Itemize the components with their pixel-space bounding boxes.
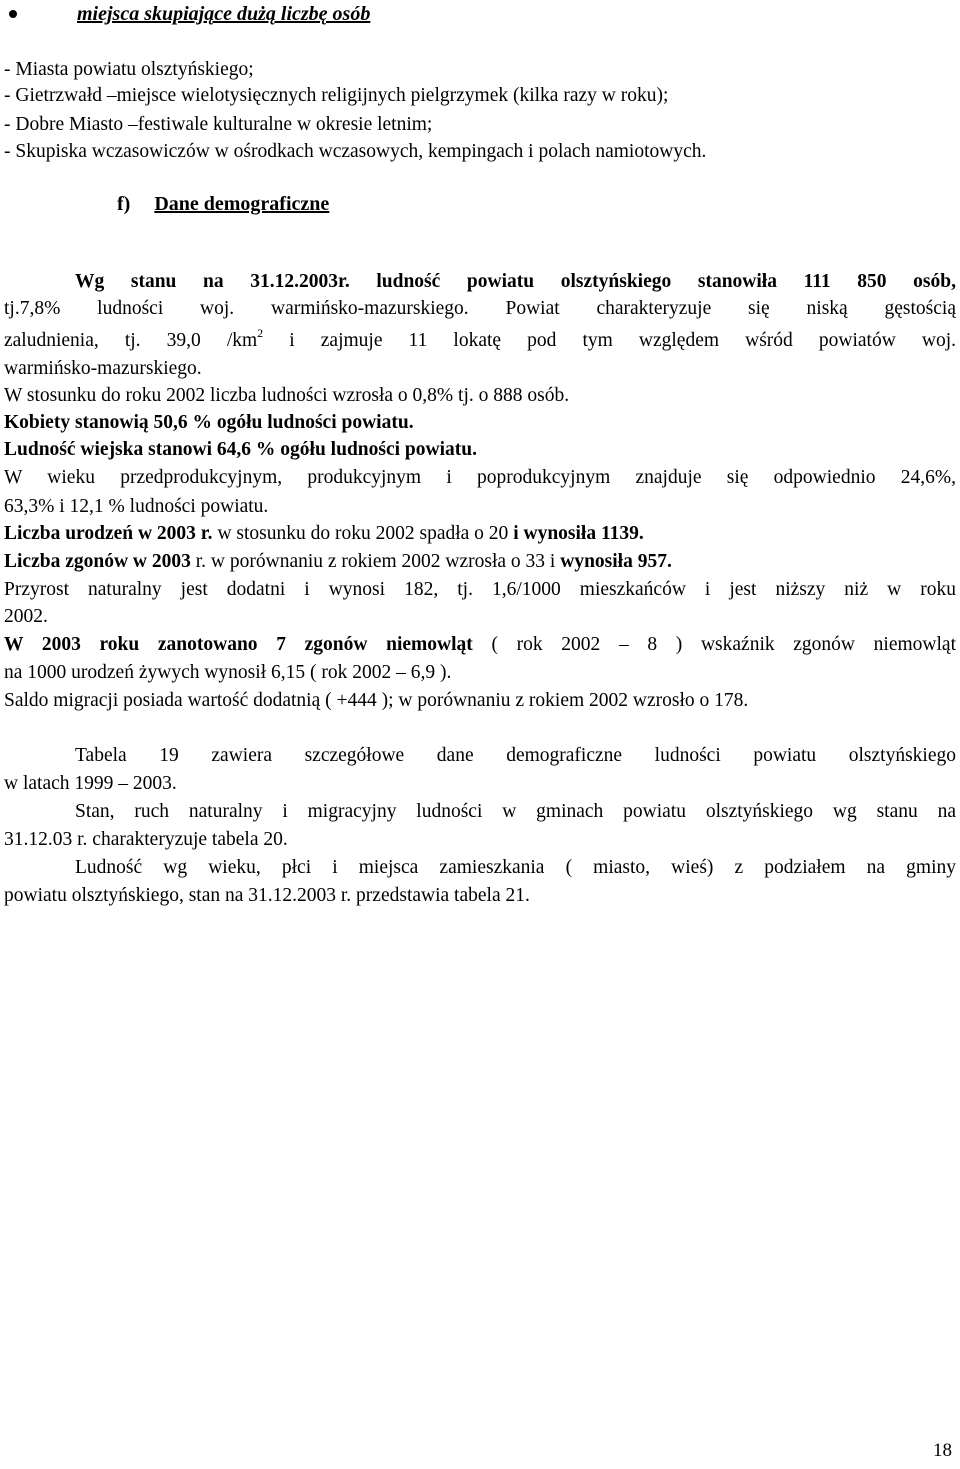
table-ref-line: 31.12.03 r. charakteryzuje tabela 20.: [4, 829, 288, 850]
section-heading: miejsca skupiające dużą liczbę osób: [77, 3, 371, 25]
demographics-line: [4, 326, 956, 354]
subsection-title: Dane demograficzne: [154, 193, 330, 215]
superscript: 2: [257, 326, 264, 340]
demographics-line: Ludność wiejska stanowi 64,6 % ogółu ludności powiatu.: [4, 439, 477, 460]
deaths-text: r. w porównaniu z rokiem 2002 wzrosła o 33 i: [190, 551, 561, 572]
demographics-line: [4, 550, 672, 574]
subsection-heading: [117, 192, 329, 216]
list-item: - Miasta powiatu olsztyńskiego;: [4, 59, 254, 80]
demographics-line: W wieku przedprodukcyjnym, produkcyjnym i poprodukcyjnym znajduje się odpowiednio 24,6%,: [4, 467, 956, 488]
density-text: zaludnienia, tj. 39,0 /km: [4, 330, 258, 351]
demographics-line: W stosunku do roku 2002 liczba ludności wzrosła o 0,8% tj. o 888 osób.: [4, 385, 570, 406]
demographics-line: [4, 633, 956, 657]
demographics-line: 63,3% i 12,1 % ludności powiatu.: [4, 496, 269, 517]
table-ref-line: powiatu olsztyńskiego, stan na 31.12.2003 r. przedstawia tabela 21.: [4, 885, 530, 906]
table-ref-line: Ludność wg wieku, płci i miejsca zamieszkania ( miasto, wieś) z podziałem na gminy: [75, 857, 956, 878]
page-number: 18: [933, 1440, 952, 1461]
rank-text: i zajmuje 11 lokatę pod tym względem wśród powiatów woj.: [263, 330, 956, 351]
bullet-icon: [9, 10, 17, 18]
demographics-line: warmińsko-mazurskiego.: [4, 358, 202, 379]
infant-deaths-label: W 2003 roku zanotowano 7 zgonów niemowląt: [4, 634, 473, 655]
demographics-line: na 1000 urodzeń żywych wynosił 6,15 ( rok 2002 – 6,9 ).: [4, 662, 452, 683]
demographics-line: Kobiety stanowią 50,6 % ogółu ludności powiatu.: [4, 412, 414, 433]
list-item: - Skupiska wczasowiczów w ośrodkach wczasowych, kempingach i polach namiotowych.: [4, 141, 707, 162]
deaths-label: Liczba zgonów w 2003: [4, 551, 191, 572]
table-ref-line: w latach 1999 – 2003.: [4, 773, 177, 794]
list-item: - Dobre Miasto –festiwale kulturalne w okresie letnim;: [4, 114, 433, 135]
births-label: Liczba urodzeń w 2003 r.: [4, 523, 213, 544]
births-value: i wynosiła 1139.: [513, 523, 644, 544]
demographics-line: 2002.: [4, 606, 48, 627]
demographics-line: Wg stanu na 31.12.2003r. ludność powiatu olsztyńskiego stanowiła 111 850 osób,: [75, 271, 956, 292]
demographics-line: Saldo migracji posiada wartość dodatnią ( +444 ); w porównaniu z rokiem 2002 wzrosło o 178.: [4, 690, 749, 711]
demographics-line: [4, 522, 644, 546]
deaths-value: wynosiła 957.: [560, 551, 672, 572]
demographics-line: Przyrost naturalny jest dodatni i wynosi 182, tj. 1,6/1000 mieszkańców i jest niższy niż w roku: [4, 579, 956, 600]
table-ref-line: Tabela 19 zawiera szczegółowe dane demograficzne ludności powiatu olsztyńskiego: [75, 745, 956, 766]
list-item: - Gietrzwałd –miejsce wielotysięcznych religijnych pielgrzymek (kilka razy w roku);: [4, 85, 669, 106]
demographics-line: tj.7,8% ludności woj. warmińsko-mazurskiego. Powiat charakteryzuje się niską gęstością: [4, 298, 956, 319]
births-text: w stosunku do roku 2002 spadła o 20: [212, 523, 514, 544]
subsection-marker: f): [117, 193, 131, 215]
infant-deaths-text: ( rok 2002 – 8 ) wskaźnik zgonów niemowląt: [472, 634, 956, 655]
table-ref-line: Stan, ruch naturalny i migracyjny ludności w gminach powiatu olsztyńskiego wg stanu na: [75, 801, 956, 822]
